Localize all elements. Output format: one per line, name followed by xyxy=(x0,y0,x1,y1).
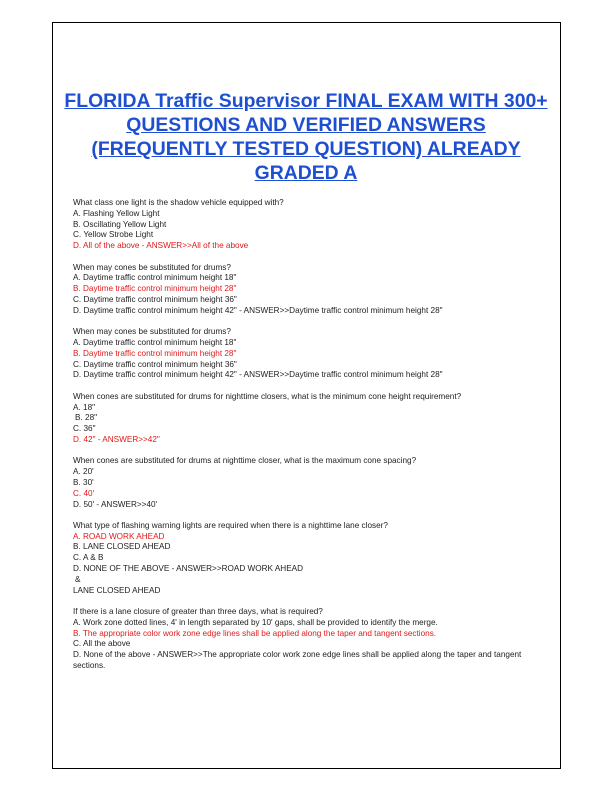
option-c: C. 36" xyxy=(73,424,96,434)
question-text: If there is a lane closure of greater than three days, what is required? xyxy=(73,607,323,617)
question-block-5 xyxy=(73,456,543,510)
question-text: When may cones be substituted for drums? xyxy=(73,327,231,337)
option-b: B. Oscillating Yellow Light xyxy=(73,219,167,229)
option-a-correct-answer: A. ROAD WORK AHEAD xyxy=(73,531,165,541)
option-b-correct-answer: B. The appropriate color work zone edge lines shall be applied along the taper and tangent sections. xyxy=(73,628,437,638)
question-text: When cones are substituted for drums at nighttime closer, what is the maximum cone spacing? xyxy=(73,456,417,466)
question-block-7 xyxy=(73,607,543,672)
option-d-with-answer: D. Daytime traffic control minimum height 42" - ANSWER>>Daytime traffic control minimum height 28" xyxy=(73,370,443,380)
option-a: A. Flashing Yellow Light xyxy=(73,208,160,218)
option-d-correct-answer: D. 42" - ANSWER>>42" xyxy=(73,434,160,444)
option-d-with-answer: D. 50' - ANSWER>>40' xyxy=(73,499,158,509)
option-b-correct-answer: B. Daytime traffic control minimum height 28" xyxy=(73,348,237,358)
option-d-with-answer: D. Daytime traffic control minimum height 42" - ANSWER>>Daytime traffic control minimum height 28" xyxy=(73,305,443,315)
question-block-3 xyxy=(73,327,543,381)
option-d-correct-answer: D. All of the above - ANSWER>>All of the above xyxy=(73,241,249,251)
question-block-2 xyxy=(73,263,543,317)
option-a: A. Daytime traffic control minimum height 18" xyxy=(73,337,237,347)
option-c: C. All the above xyxy=(73,639,131,649)
option-b-correct-answer: B. Daytime traffic control minimum height 28" xyxy=(73,284,237,294)
document-title xyxy=(60,89,552,185)
answer-continuation: LANE CLOSED AHEAD xyxy=(73,585,161,595)
answer-continuation-ampersand: & xyxy=(75,574,81,584)
question-block-6 xyxy=(73,521,543,597)
question-text: When may cones be substituted for drums? xyxy=(73,262,231,272)
option-a: A. 20' xyxy=(73,467,94,477)
option-b: B. 30' xyxy=(73,477,94,487)
option-d-with-answer: D. None of the above - ANSWER>>The appropriate color work zone edge lines shall be applied along the taper and tangent sections. xyxy=(73,650,522,671)
option-d-with-answer: D. NONE OF THE ABOVE - ANSWER>>ROAD WORK AHEAD xyxy=(73,564,304,574)
option-c: C. Daytime traffic control minimum height 36" xyxy=(73,294,237,304)
option-a: A. 18" xyxy=(73,402,96,412)
option-b: B. 28" xyxy=(75,413,98,423)
question-text: When cones are substituted for drums for nighttime closers, what is the minimum cone height requirement? xyxy=(73,391,462,401)
option-b: B. LANE CLOSED AHEAD xyxy=(73,542,171,552)
question-list xyxy=(73,198,543,682)
option-a: A. Daytime traffic control minimum height 18" xyxy=(73,273,237,283)
option-c-correct-answer: C. 40' xyxy=(73,488,95,498)
question-text: What class one light is the shadow vehicle equipped with? xyxy=(73,198,284,207)
option-a: A. Work zone dotted lines, 4' in length separated by 10' gaps, shall be provided to identify the merge. xyxy=(73,617,438,627)
option-c: C. Yellow Strobe Light xyxy=(73,230,154,240)
question-block-4 xyxy=(73,392,543,446)
option-c: C. Daytime traffic control minimum height 36" xyxy=(73,359,237,369)
question-text: What type of flashing warning lights are required when there is a nighttime lane closer? xyxy=(73,520,388,530)
question-block-1 xyxy=(73,198,543,252)
document-title-text: FLORIDA Traffic Supervisor FINAL EXAM WITH 300+ QUESTIONS AND VERIFIED ANSWERS (FREQUENTLY TESTED QUESTION) ALREADY GRADED A xyxy=(64,90,548,184)
option-c: C. A & B xyxy=(73,553,104,563)
